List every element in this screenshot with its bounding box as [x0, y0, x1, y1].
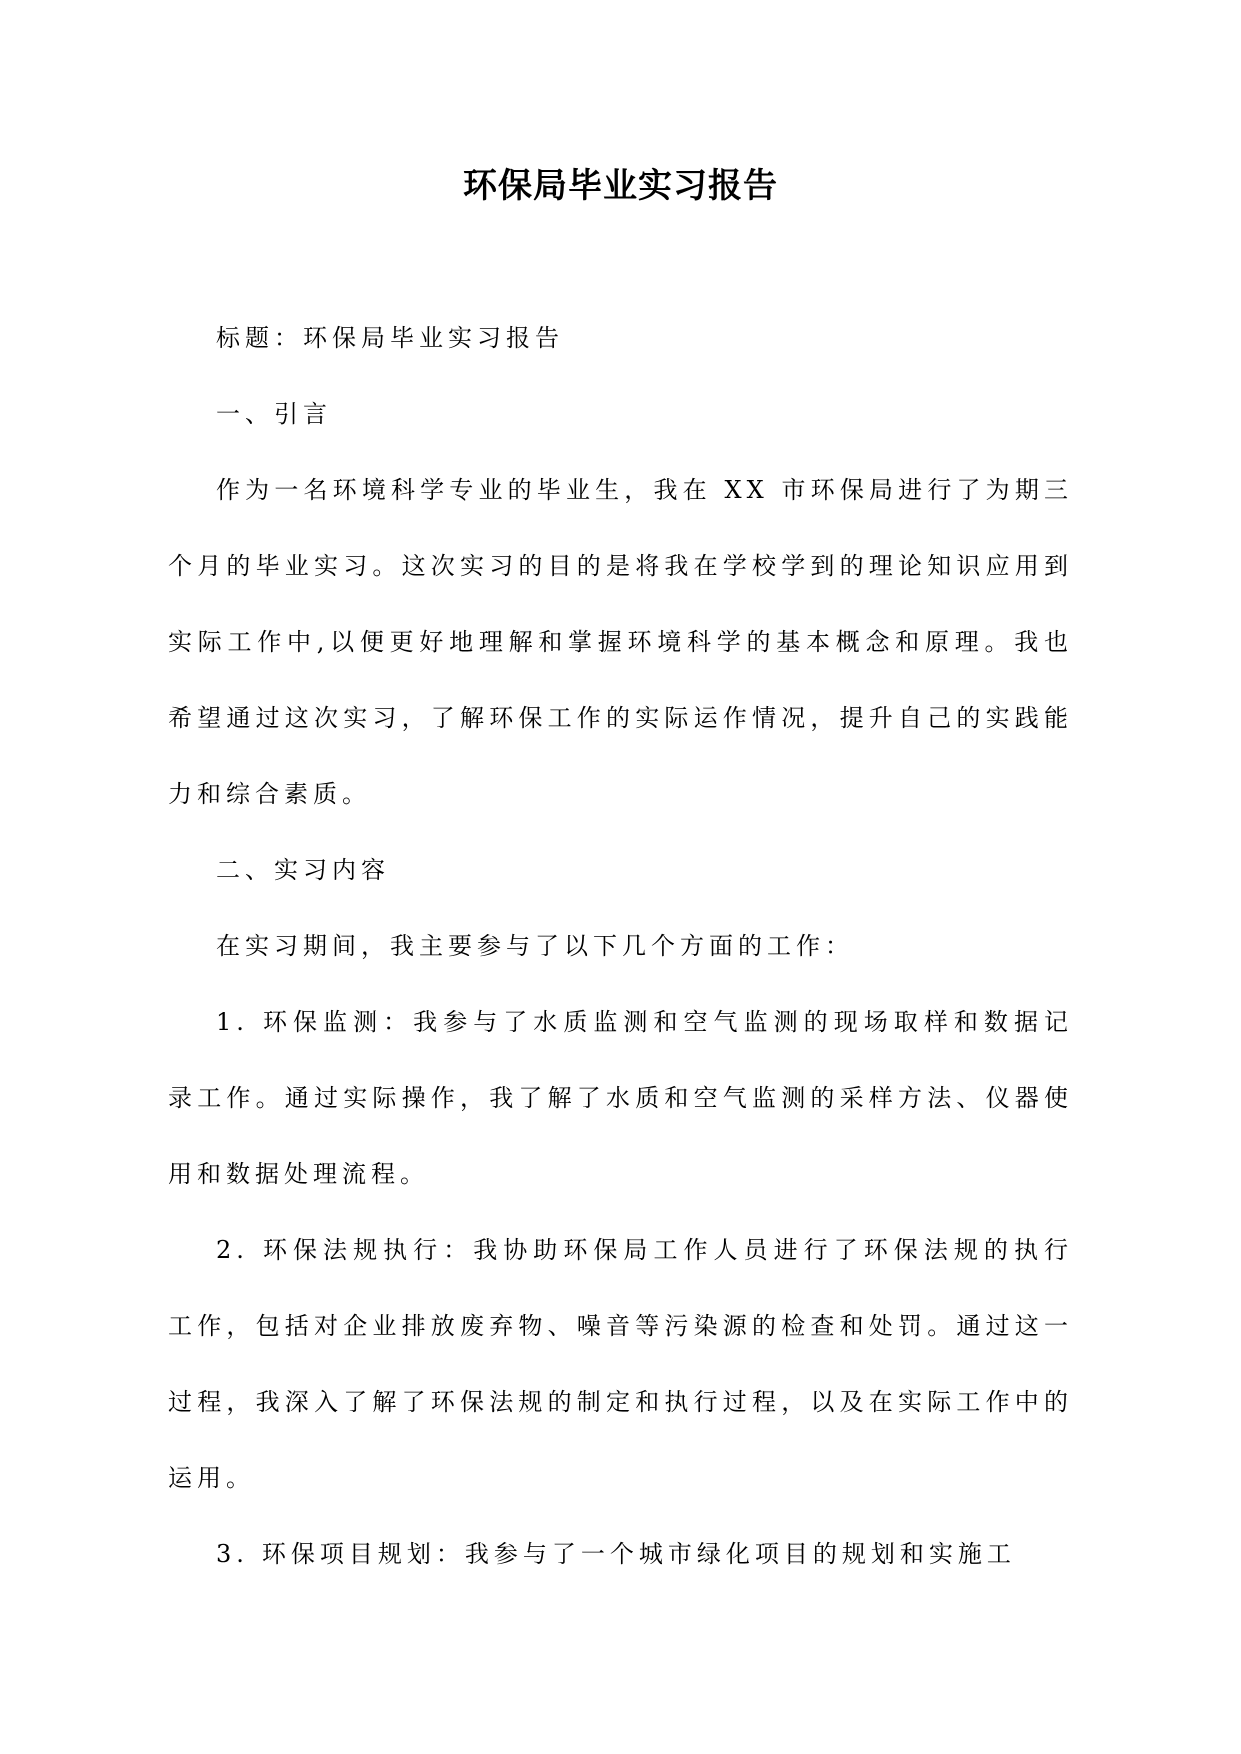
paragraph: [168, 300, 1073, 376]
section-heading-text: 一、引言: [216, 400, 332, 428]
paragraph: [168, 908, 1073, 984]
document-title: 环保局毕业实习报告: [463, 166, 778, 206]
list-item-number: 1.: [216, 1008, 249, 1036]
section-heading-text: 二、实习内容: [216, 856, 390, 884]
list-item: [168, 1516, 1073, 1592]
paragraph-text: 在实习期间，我主要参与了以下几个方面的工作：: [216, 932, 854, 960]
paragraph-text: 环保监测：我参与了水质监测和空气监测的现场取样和数据记录工作。通过实际操作，我了解了水质和空气监测的采样方法、仪器使用和数据处理流程。: [168, 1008, 1073, 1188]
list-item-number: 3.: [216, 1540, 249, 1568]
paragraph-text: 环保法规执行：我协助环保局工作人员进行了环保法规的执行工作，包括对企业排放废弃物、噪音等污染源的检查和处罚。通过这一过程，我深入了解了环保法规的制定和执行过程，以及在实际工作中的运用。: [168, 1236, 1073, 1492]
section-heading: [168, 832, 1073, 908]
document-body: [168, 300, 1073, 1592]
list-item: [168, 984, 1073, 1212]
paragraph-text: 环保项目规划：我参与了一个城市绿化项目的规划和实施工: [261, 1540, 1016, 1568]
list-item-number: 2.: [216, 1236, 249, 1264]
list-item: [168, 1212, 1073, 1516]
paragraph-text: 标题：环保局毕业实习报告: [216, 324, 564, 352]
section-heading: [168, 376, 1073, 452]
paragraph: [168, 452, 1073, 832]
paragraph-text: 作为一名环境科学专业的毕业生，我在 XX 市环保局进行了为期三个月的毕业实习。这次实习的目的是将我在学校学到的理论知识应用到实际工作中,以便更好地理解和掌握环境科学的基本概念和原理。我也希望通过这次实习，了解环保工作的实际运作情况，提升自己的实践能力和综合素质。: [168, 476, 1073, 808]
